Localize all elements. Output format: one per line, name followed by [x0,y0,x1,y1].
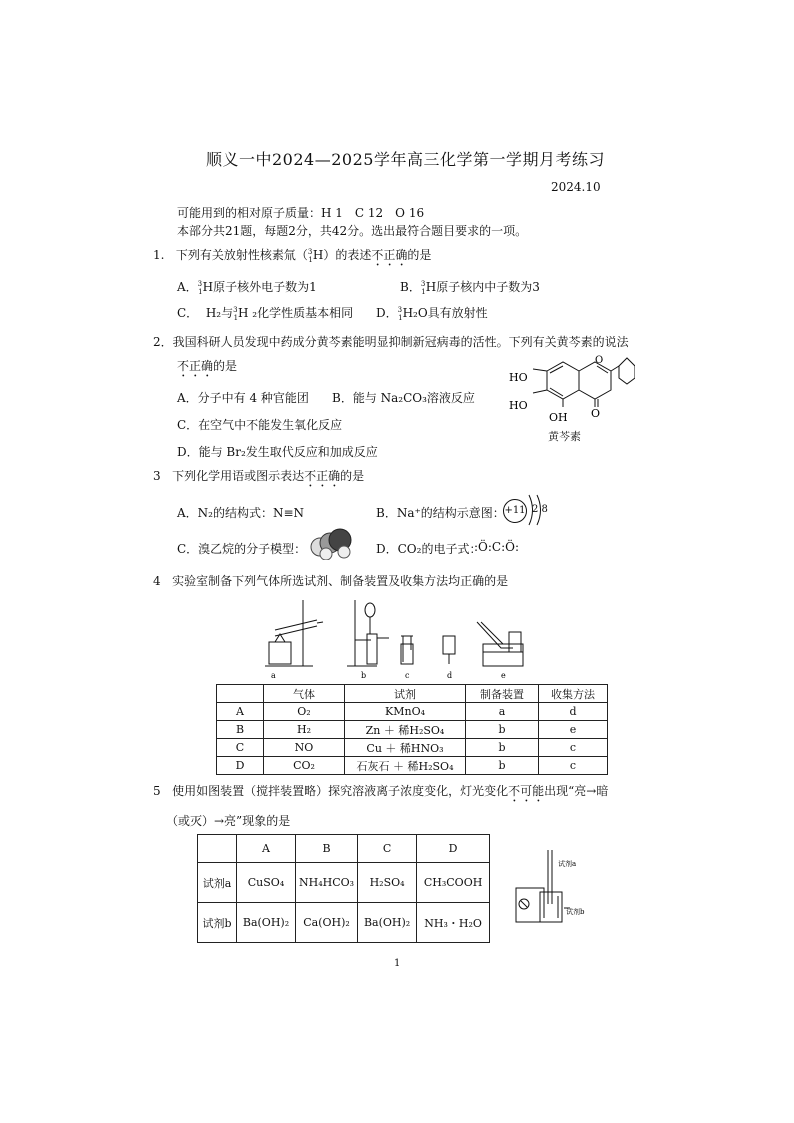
option-text: 原子核外电子数为1 [213,280,317,294]
co2-electron-formula: :Ö:C:Ö: [474,540,520,554]
q2-option-b[interactable]: B．能与 Na₂CO₃溶液反应 [332,391,475,405]
na-shell-electrons: 2 8 [532,504,548,515]
table-cell: Cu ＋ 稀HNO₃ [345,739,466,757]
q5-options-table [197,834,490,943]
q3-option-a[interactable]: A．N₂的结构式：N≡N [177,506,305,520]
table-cell: D [217,757,264,775]
q1-option-b[interactable]: B．$^3_1$H原子核内中子数为3 [400,280,540,297]
q1-stem-part: 的是 [407,248,432,262]
apparatus-label-b: b [361,671,367,680]
question-number: 1. [153,248,165,262]
q1-stem-part: H）的表述 [312,248,372,262]
question-2-stem: 2．我国科研人员发现中药成分黄芩素能明显抑制新冠病毒的活性。下列有关黄芩素的说法 [153,335,629,349]
table-cell: C [217,739,264,757]
apparatus-label-a: a [271,671,276,680]
q3-stem-part: 的是 [340,469,365,483]
table-header-cell: 试剂 [345,685,466,703]
table-header-cell: 制备装置 [466,685,539,703]
table-cell: CuSO₄ [237,863,296,903]
table-header-row [198,835,490,863]
q4-stem-text: 实验室制备下列气体所选试剂、制备装置及收集方法均正确的是 [172,574,509,588]
table-header-cell [198,835,237,863]
table-header-cell: C [358,835,417,863]
gas-apparatus-diagram [255,594,535,682]
question-2-stem-line2 [177,357,237,380]
ring-oxygen-label: O [595,355,604,366]
table-header-cell: 收集方法 [539,685,608,703]
table-header-cell: B [296,835,358,863]
page-number: 1 [394,958,401,969]
emphasis-text: 不正确 [371,248,408,262]
option-text: H₂O具有放射性 [402,306,488,320]
q3-stem-part: 下列化学用语或图示表达 [172,469,305,483]
option-text: H ₂化学性质基本相同 [238,306,354,320]
table-row[interactable] [217,757,608,775]
part-instructions: 本部分共21题，每题2分，共42分。选出最符合题目要求的一项。 [177,224,528,238]
q5-stem-part: 出现“亮→暗 [544,784,609,798]
table-cell: Ca(OH)₂ [296,903,358,943]
table-cell: CO₂ [264,757,345,775]
table-cell: 石灰石 ＋ 稀H₂SO₄ [345,757,466,775]
table-cell: H₂ [264,721,345,739]
table-cell: e [539,721,608,739]
table-header-cell: 气体 [264,685,345,703]
table-header-cell [217,685,264,703]
table-header-cell: D [417,835,490,863]
table-cell: b [466,721,539,739]
table-cell: O₂ [264,703,345,721]
table-cell: NH₃・H₂O [417,903,490,943]
table-header-row [217,685,608,703]
q3-option-c[interactable]: C．溴乙烷的分子模型： [177,542,307,556]
q1-option-a[interactable]: A．$^3_1$H原子核外电子数为1 [177,280,317,297]
reagent-a-label: 试剂a [558,860,577,868]
table-row[interactable] [217,703,608,721]
table-cell: a [466,703,539,721]
table-cell: 试剂a [198,863,237,903]
conductivity-apparatus-diagram [510,848,590,930]
table-cell: NO [264,739,345,757]
table-cell: Zn ＋ 稀H₂SO₄ [345,721,466,739]
reagent-b-label: 试剂b [566,908,585,916]
q2-option-c[interactable]: C．在空气中不能发生氧化反应 [177,418,343,432]
table-cell: Ba(OH)₂ [358,903,417,943]
table-cell: c [539,739,608,757]
carbonyl-oxygen-label: O [591,407,601,420]
question-3-stem [153,467,364,490]
question-5-stem [153,782,608,805]
option-text: 原子核内中子数为3 [436,280,540,294]
na-ion-nucleus: +11 [503,499,527,523]
question-number: 4 [153,574,161,588]
table-cell: B [217,721,264,739]
q2-option-a[interactable]: A．分子中有 4 种官能团 [177,391,309,405]
table-cell: Ba(OH)₂ [237,903,296,943]
table-row[interactable] [198,903,490,943]
option-text: H₂与 [205,306,234,320]
q3-option-b[interactable]: B．Na⁺的结构示意图： [376,506,505,520]
q3-option-d[interactable]: D．CO₂的电子式： [376,542,482,556]
table-cell: CH₃COOH [417,863,490,903]
q5-stem-part: 使用如图装置（搅拌装置略）探究溶液离子浓度变化，灯光变化 [172,784,509,798]
apparatus-label-d: d [447,671,453,680]
emphasis-text: 不可能 [508,784,545,798]
table-cell: b [466,739,539,757]
table-header-cell: A [237,835,296,863]
hydroxyl-label: HO [509,371,528,384]
question-number: 5 [153,784,161,798]
apparatus-label-e: e [501,671,506,680]
bromoethane-model-icon [306,528,354,560]
question-5-stem-line2: （或灭）→亮”现象的是 [166,814,291,828]
table-cell: c [539,757,608,775]
exam-date: 2024.10 [551,180,601,194]
q2-stem-part: 的是 [213,359,238,373]
table-row[interactable] [198,863,490,903]
q1-stem-part: 下列有关放射性核素氚（ [175,248,308,262]
hydroxyl-label: OH [549,411,568,424]
q1-option-d[interactable]: D．$^3_1$H₂O具有放射性 [376,306,488,323]
question-4-stem [153,572,508,589]
q1-option-c[interactable]: C． H₂与$^3_1$H ₂化学性质基本相同 [177,306,354,323]
structure-caption: 黄芩素 [548,430,581,443]
question-1-stem: 1. 下列有关放射性核素氚（$^3_1$H）的表述不正确的是 [153,248,432,265]
table-cell: d [539,703,608,721]
table-row[interactable] [217,721,608,739]
page-title: 顺义一中2024—2025学年高三化学第一学期月考练习 [206,150,605,169]
table-row[interactable] [217,739,608,757]
question-number: 3 [153,469,161,483]
table-cell: H₂SO₄ [358,863,417,903]
table-cell: NH₄HCO₃ [296,863,358,903]
emphasis-text: 不正确 [177,359,214,373]
atomic-mass-note: 可能用到的相对原子质量：H 1 C 12 O 16 [177,206,425,220]
table-cell: b [466,757,539,775]
q2-option-d[interactable]: D．能与 Br₂发生取代反应和加成反应 [177,445,378,459]
apparatus-label-c: c [405,671,410,680]
table-cell: A [217,703,264,721]
table-cell: 试剂b [198,903,237,943]
table-cell: KMnO₄ [345,703,466,721]
q4-options-table [216,684,608,775]
hydroxyl-label: HO [509,399,528,412]
emphasis-text: 不正确 [304,469,341,483]
